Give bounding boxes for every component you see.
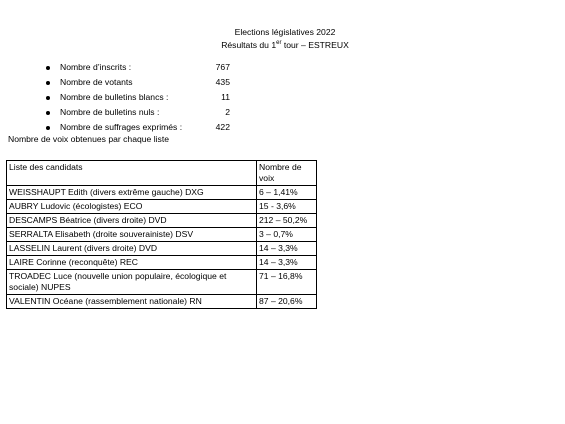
stats-label: Nombre de bulletins blancs : xyxy=(60,92,169,102)
stats-item xyxy=(40,120,230,135)
bullet-icon xyxy=(46,66,50,70)
candidate-cell: VALENTIN Océane (rassemblement nationale) RN xyxy=(7,295,257,309)
table-row xyxy=(7,186,317,200)
stats-label: Nombre de votants xyxy=(60,77,133,87)
table-row xyxy=(7,256,317,270)
table-row xyxy=(7,200,317,214)
stats-value: 2 xyxy=(225,107,230,117)
candidate-cell: LASSELIN Laurent (divers droite) DVD xyxy=(7,242,257,256)
column-header-candidates: Liste des candidats xyxy=(7,161,257,186)
stats-label: Nombre de bulletins nuls : xyxy=(60,107,160,117)
table-header-row xyxy=(7,161,317,186)
table-row xyxy=(7,242,317,256)
stats-item xyxy=(40,90,230,105)
stats-value: 422 xyxy=(215,122,230,132)
bullet-icon xyxy=(46,96,50,100)
document-header xyxy=(190,26,380,52)
bullet-icon xyxy=(46,81,50,85)
subtitle-ordinal: er xyxy=(276,40,282,47)
votes-cell: 6 – 1,41% xyxy=(257,186,317,200)
document-subtitle xyxy=(190,39,380,52)
votes-cell: 3 – 0,7% xyxy=(257,228,317,242)
votes-cell: 14 – 3,3% xyxy=(257,256,317,270)
bullet-icon xyxy=(46,111,50,115)
votes-subheading: Nombre de voix obtenues par chaque liste xyxy=(8,134,169,144)
candidate-cell: LAIRE Corinne (reconquête) REC xyxy=(7,256,257,270)
stats-value: 767 xyxy=(215,62,230,72)
stats-item xyxy=(40,105,230,120)
stats-value: 11 xyxy=(221,92,230,102)
subtitle-prefix: Résultats du 1 xyxy=(221,40,277,50)
stats-item xyxy=(40,75,230,90)
votes-cell: 15 - 3,6% xyxy=(257,200,317,214)
stats-label: Nombre de suffrages exprimés : xyxy=(60,122,183,132)
subtitle-suffix: tour – ESTREUX xyxy=(281,40,349,50)
stats-value: 435 xyxy=(215,77,230,87)
candidate-cell: TROADEC Luce (nouvelle union populaire, écologique et sociale) NUPES xyxy=(7,270,257,295)
table-row xyxy=(7,270,317,295)
votes-cell: 87 – 20,6% xyxy=(257,295,317,309)
candidate-cell: WEISSHAUPT Edith (divers extrême gauche) DXG xyxy=(7,186,257,200)
candidate-cell: AUBRY Ludovic (écologistes) ECO xyxy=(7,200,257,214)
candidate-cell: DESCAMPS Béatrice (divers droite) DVD xyxy=(7,214,257,228)
votes-cell: 14 – 3,3% xyxy=(257,242,317,256)
stats-list xyxy=(40,60,230,135)
document-title: Elections législatives 2022 xyxy=(234,27,336,37)
results-table xyxy=(6,160,317,309)
table-row xyxy=(7,295,317,309)
bullet-icon xyxy=(46,126,50,130)
column-header-votes: Nombre de voix xyxy=(257,161,317,186)
candidate-cell: SERRALTA Elisabeth (droite souverainiste) DSV xyxy=(7,228,257,242)
stats-item xyxy=(40,60,230,75)
table-row xyxy=(7,228,317,242)
votes-cell: 212 – 50,2% xyxy=(257,214,317,228)
table-row xyxy=(7,214,317,228)
stats-label: Nombre d’inscrits : xyxy=(60,62,132,72)
votes-cell: 71 – 16,8% xyxy=(257,270,317,295)
